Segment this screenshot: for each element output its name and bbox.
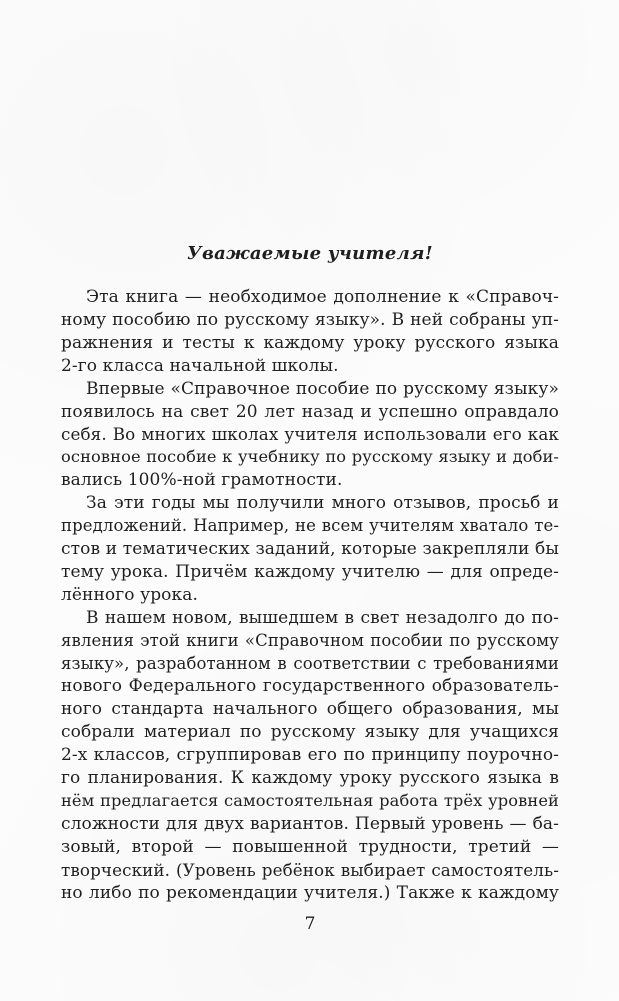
text-line: нём предлагается самостоятельная работа трёх уровней [61,790,559,810]
text-line: предложений. Например, не всем учителям хватало те- [61,516,559,536]
text-line: появилось на свет 20 лет назад и успешно оправдало [61,401,559,422]
page-title: Уважаемые учителя! [187,243,433,264]
paragraph [61,378,559,493]
paragraph [61,607,559,905]
text-line: В нашем новом, вышедшем в свет незадолго до по- [86,607,559,628]
text-line: нового Федерального государственного образователь- [61,676,559,697]
text-line: стов и тематических заданий, которые закрепляли бы [61,538,559,559]
text-line: ражнения и тесты к каждому уроку русского языка [61,332,559,353]
text-line: За эти годы мы получили много отзывов, просьб и [86,493,559,514]
text-line: Эта книга — необходимое дополнение к «Справоч- [86,287,559,307]
text-line: Впервые «Справочное пособие по русскому языку» [86,378,559,399]
text-line: творческий. (Уровень ребёнок выбирает самостоятель- [61,859,559,880]
text-line: вались 100%-ной грамотности. [61,470,343,491]
text-line: ному пособию по русскому языку». В ней собраны уп- [61,309,559,330]
text-line: тему урока. Причём каждому учителю — для опреде- [61,561,559,582]
text-line: сложности для двух вариантов. Первый уровень — ба- [61,813,559,834]
text-line: основное пособие к учебнику по русскому языку и доби- [61,447,559,467]
text-line: 2-го класса начальной школы. [61,355,339,376]
text-line: лённого урока. [61,584,198,605]
text-line: 2-х классов, сгруппировав его по принципу поурочно- [61,745,559,766]
page-body [61,286,559,904]
paragraph [61,286,559,378]
text-line: собрали материал по русскому языку для учащихся [61,722,559,743]
text-line: себя. Во многих школах учителя использовали его как [61,424,559,445]
paragraph [61,492,559,607]
text-line: зовый, второй — повышенной трудности, третий — [61,836,559,857]
page-number: 7 [304,914,316,935]
text-line: но либо по рекомендации учителя.) Также к каждому [61,882,559,903]
text-line: явления этой книги «Справочном пособии по русскому [61,630,559,650]
text-line: ного стандарта начального общего образования, мы [61,699,559,720]
text-line: языку», разработанном в соответствии с требованиями [61,653,559,673]
text-line: го планирования. К каждому уроку русского языка в [61,768,559,789]
